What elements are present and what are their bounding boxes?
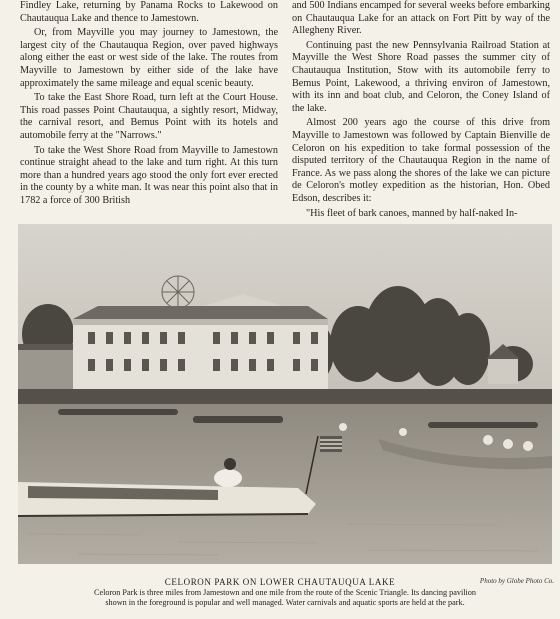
pavilion-building bbox=[73, 294, 328, 394]
paragraph: Almost 200 years ago the course of this drive from Mayville to Jamestown was followed by Captain Bienville de Celoron on his expedition to take formal possession of the disputed territory of the Chautauqua Region in the name of France. As we pass along the shores of the lake we can picture de Celoron's motley expedition as the historian, Hon. Obed Edson, describes it: bbox=[292, 117, 550, 204]
article-columns bbox=[20, 0, 550, 218]
caption-title: CELORON PARK ON LOWER CHAUTAUQUA LAKE bbox=[164, 577, 396, 587]
ferris-wheel bbox=[162, 276, 194, 308]
paragraph: "His fleet of bark canoes, manned by half-naked In- bbox=[306, 207, 518, 219]
celoron-park-photo bbox=[18, 224, 552, 564]
paragraph: and 500 Indians encamped for several weeks before embarking on Chautauqua Lake for an attack on Fort Pitt by way of the Allegheny River. bbox=[292, 0, 550, 37]
paragraph: Continuing past the new Pennsylvania Railroad Station at Mayville the West Shore Road passes the summer city of Chautauqua Institution, Stow with its automobile ferry to Bemus Point, Lakewood, a thriving environ of Jamestown, with its inn and boat club, and Celoron, the Coney Island of the lake. bbox=[292, 39, 550, 114]
photo-credit: Photo by Globe Photo Co. bbox=[479, 577, 554, 585]
paragraph: Or, from Mayville you may journey to Jamestown, the largest city of the Chautauqua Region, over paved highways along either the east or west side of the lake. The routes from Mayville to Jamestown by either side of the lake have approximately the same mileage and equal scenic beauty. bbox=[20, 27, 278, 89]
paragraph: To take the West Shore Road from Mayville to Jamestown continue straight ahead to the lake and turn right. At this turn more than a hundred years ago stood the only fort ever erected in the county by a white man. It was near this point also that in 1782 a force of 300 British bbox=[20, 144, 278, 206]
left-column bbox=[20, 0, 278, 218]
paragraph: Findley Lake, returning by Panama Rocks to Lakewood on Chautauqua Lake and thence to Jamestown. bbox=[20, 0, 278, 24]
right-column bbox=[292, 0, 550, 218]
caption-text: Celoron Park is three miles from Jamestown and one mile from the route of the Scenic Triangle. Its dancing pavilion shown in the foreground is popular and well managed. Water carnivals and aquatic sports are held at the park. bbox=[93, 588, 476, 607]
paragraph: To take the East Shore Road, turn left at the Court House. This road passes Point Chautauqua, a sightly resort, Midway, the carnival resort, and Bemus Point with its hotels and automobile ferry at the "Narrows." bbox=[20, 92, 278, 141]
